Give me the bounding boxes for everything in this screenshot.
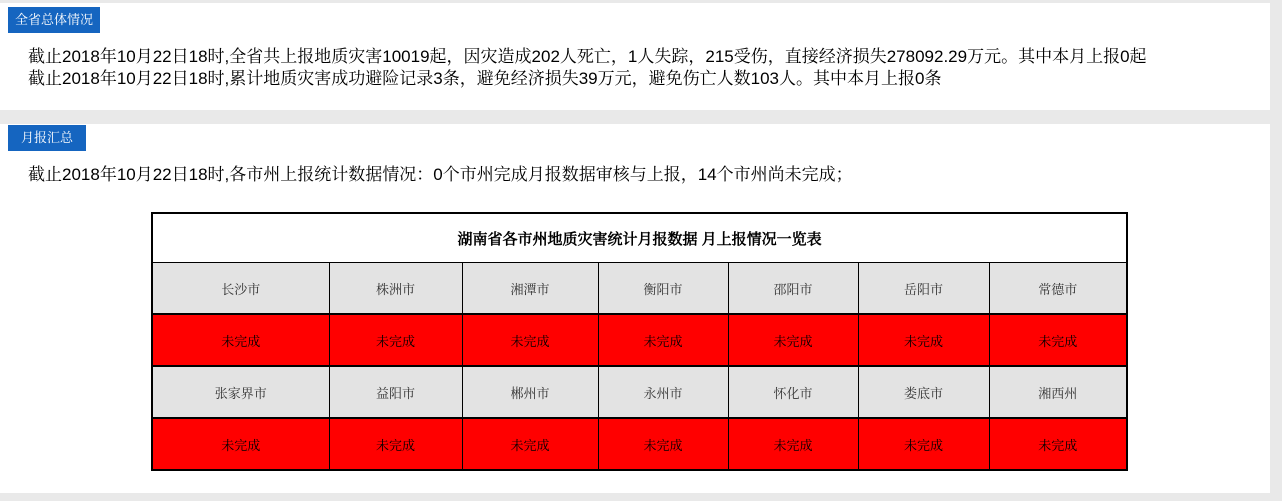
status-cell: 未完成 [728,314,858,366]
table-row [152,263,1127,315]
monthly-summary [28,164,1270,186]
table-row [152,418,1127,470]
table-row [152,314,1127,366]
city-cell: 怀化市 [728,366,858,418]
status-cell: 未完成 [462,418,598,470]
status-cell: 未完成 [462,314,598,366]
table-title: 湖南省各市州地质灾害统计月报数据 月上报情况一览表 [152,213,1127,263]
status-cell: 未完成 [598,314,728,366]
section-badge-overall: 全省总体情况 [8,7,100,33]
status-cell: 未完成 [728,418,858,470]
city-cell: 张家界市 [152,366,329,418]
city-cell: 株洲市 [329,263,462,315]
city-cell: 永州市 [598,366,728,418]
monthly-report-table [151,212,1128,471]
status-cell: 未完成 [858,418,989,470]
city-cell: 岳阳市 [858,263,989,315]
table-title-row [152,213,1127,263]
overall-summary-line-2: 截止2018年10月22日18时,累计地质灾害成功避险记录3条，避免经济损失39万元，避免伤亡人数103人。其中本月上报0条 [28,69,942,88]
status-cell: 未完成 [858,314,989,366]
status-cell: 未完成 [152,418,329,470]
status-cell: 未完成 [329,314,462,366]
page [0,3,1270,493]
overall-summary [28,46,1270,90]
city-cell: 益阳市 [329,366,462,418]
table-row [152,366,1127,418]
section-divider [0,110,1270,124]
city-cell: 衡阳市 [598,263,728,315]
city-cell: 湘西州 [989,366,1127,418]
status-cell: 未完成 [989,418,1127,470]
status-cell: 未完成 [329,418,462,470]
city-cell: 邵阳市 [728,263,858,315]
section-badge-monthly: 月报汇总 [8,125,86,151]
city-cell: 湘潭市 [462,263,598,315]
status-cell: 未完成 [598,418,728,470]
overall-summary-line-1: 截止2018年10月22日18时,全省共上报地质灾害10019起，因灾造成202人死亡，1人失踪，215受伤，直接经济损失278092.29万元。其中本月上报0起 [28,47,1147,66]
monthly-summary-line-1: 截止2018年10月22日18时,各市州上报统计数据情况：0个市州完成月报数据审核与上报，14个市州尚未完成； [28,165,853,184]
section-overall [0,3,1270,110]
city-cell: 长沙市 [152,263,329,315]
city-cell: 常德市 [989,263,1127,315]
status-cell: 未完成 [152,314,329,366]
city-cell: 郴州市 [462,366,598,418]
section-monthly [0,124,1270,493]
status-cell: 未完成 [989,314,1127,366]
city-cell: 娄底市 [858,366,989,418]
